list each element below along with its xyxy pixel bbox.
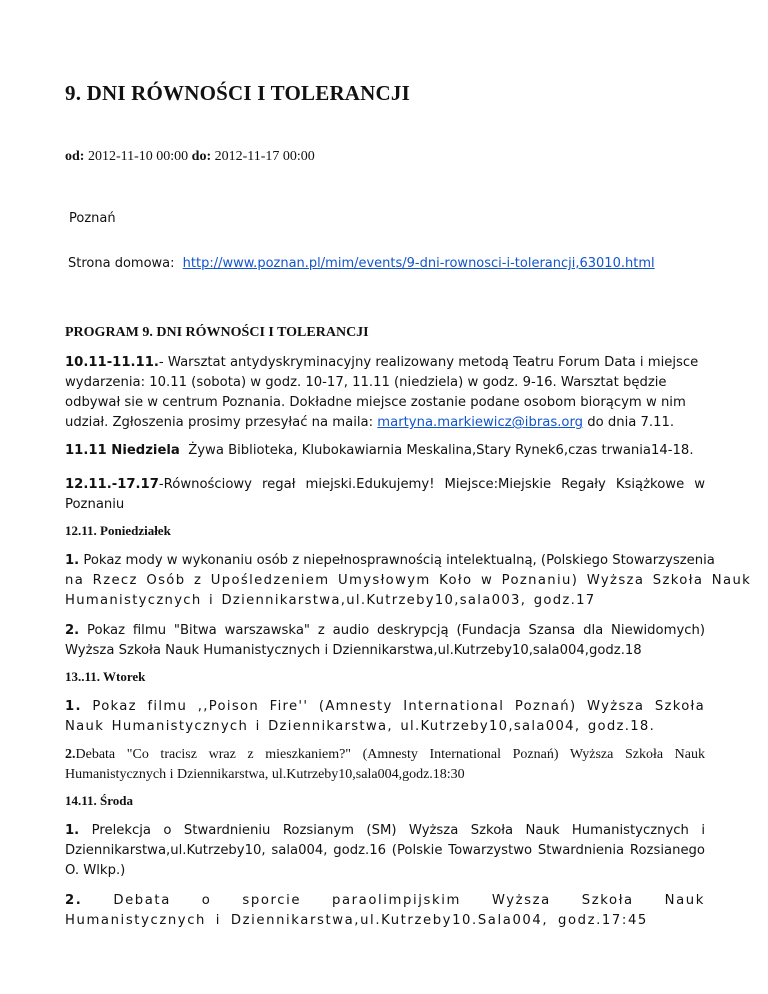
program-entry-bookshelf — [65, 475, 705, 515]
item-text: Pokaz filmu ,,Poison Fire'' (Amnesty International Poznań) Wyższa Szkoła Nauk Humanistycznych i Dziennikarstwa, ul.Kutrzeby10,sala004, godz.18. — [65, 699, 705, 734]
homepage-row — [68, 256, 655, 271]
wednesday-item-1 — [65, 821, 705, 881]
homepage-label: Strona domowa: — [68, 256, 175, 271]
item-text-line: Pokaz mody w wykonaniu osób z niepełnosprawnością intelektualną, (Polskiego Stowarzyszenia — [79, 553, 715, 568]
program-heading: PROGRAM 9. DNI RÓWNOŚCI I TOLERANCJI — [65, 325, 369, 340]
program-entry-workshop — [65, 353, 705, 433]
item-text: Pokaz filmu "Bitwa warszawska" z audio deskrypcją (Fundacja Szansa dla Niewidomych) Wyższa Szkoła Nauk Humanistycznych i Dziennikarstwa,ul.Kutrzeby10,sala004,godz.18 — [65, 623, 705, 658]
day-heading-wednesday: 14.11. Środa — [65, 793, 134, 808]
item-text-line: Humanistycznych i Dziennikarstwa,ul.Kutrzeby10,sala003, godz.17 — [65, 593, 596, 608]
item-number: 2. — [65, 623, 80, 638]
entry-text-after: do dnia 7.11. — [583, 415, 675, 430]
event-city: Poznań — [69, 211, 116, 226]
entry-text: -Równościowy regał miejski.Edukujemy! Miejsce:Miejskie Regały Książkowe w Poznaniu — [65, 477, 705, 512]
date-to-value: 2012-11-17 00:00 — [214, 149, 315, 164]
entry-text: - Warsztat antydyskryminacyjny realizowany metodą Teatru Forum Data i miejsce wydarzenia: 10.11 (sobota) w godz. 10-17, 11.11 (niedziela) w godz. 9-16. Warsztat będzie odbywał sie w centrum Poznania. Dokładne miejsce zostanie podane osobom biorącym w nim udział. Zgłoszenia prosimy przesyłać na maila: — [65, 355, 699, 430]
program-entry-living-library — [65, 441, 705, 461]
tuesday-item-2 — [65, 745, 705, 785]
tuesday-item-1 — [65, 697, 705, 737]
entry-date-label: 11.11 Niedziela — [65, 443, 180, 458]
entry-date-label: 12.11.-17.17 — [65, 477, 159, 492]
day-heading-monday: 12.11. Poniedziałek — [65, 523, 171, 538]
date-from-value: 2012-11-10 00:00 — [87, 149, 189, 164]
monday-item-1 — [65, 551, 752, 611]
entry-text: Żywa Biblioteka, Klubokawiarnia Meskalina,Stary Rynek6,czas trwania14-18. — [179, 443, 694, 458]
item-number: 2. — [65, 747, 76, 762]
entry-date-label: 10.11-11.11. — [65, 355, 159, 370]
item-text: Prelekcja o Stwardnieniu Rozsianym (SM) Wyższa Szkoła Nauk Humanistycznych i Dziennikarstwa,ul.Kutrzeby10, sala004, godz.16 (Polskie Towarzystwo Stwardnienia Rozsianego O. Wlkp.) — [65, 823, 705, 878]
item-number: 1. — [65, 699, 82, 714]
item-number: 1. — [65, 823, 80, 838]
homepage-link[interactable]: http://www.poznan.pl/mim/events/9-dni-rownosci-i-tolerancji,63010.html — [182, 256, 655, 271]
page-title: 9. DNI RÓWNOŚCI I TOLERANCJI — [65, 81, 410, 105]
event-dates — [65, 149, 315, 165]
date-to-label: do: — [191, 149, 212, 164]
contact-email-link[interactable]: martyna.markiewicz@ibras.org — [377, 415, 584, 430]
date-from-label: od: — [65, 149, 85, 164]
item-text: Debata "Co tracisz wraz z mieszkaniem?" (Amnesty International Poznań) Wyższa Szkoła Nauk Humanistycznych i Dziennikarstwa, ul.Kutrzeby10,sala004,godz.18:30 — [65, 747, 705, 782]
item-number: 2. — [65, 893, 83, 908]
monday-item-2 — [65, 621, 705, 661]
item-text: Debata o sporcie paraolimpijskim Wyższa Szkoła Nauk Humanistycznych i Dziennikarstwa,ul.Kutrzeby10.Sala004, godz.17:45 — [65, 893, 705, 928]
item-number: 1. — [65, 553, 80, 568]
day-heading-tuesday: 13..11. Wtorek — [65, 669, 146, 684]
item-text-line: na Rzecz Osób z Upośledzeniem Umysłowym Koło w Poznaniu) Wyższa Szkoła Nauk — [65, 573, 752, 588]
wednesday-item-2 — [65, 891, 705, 931]
